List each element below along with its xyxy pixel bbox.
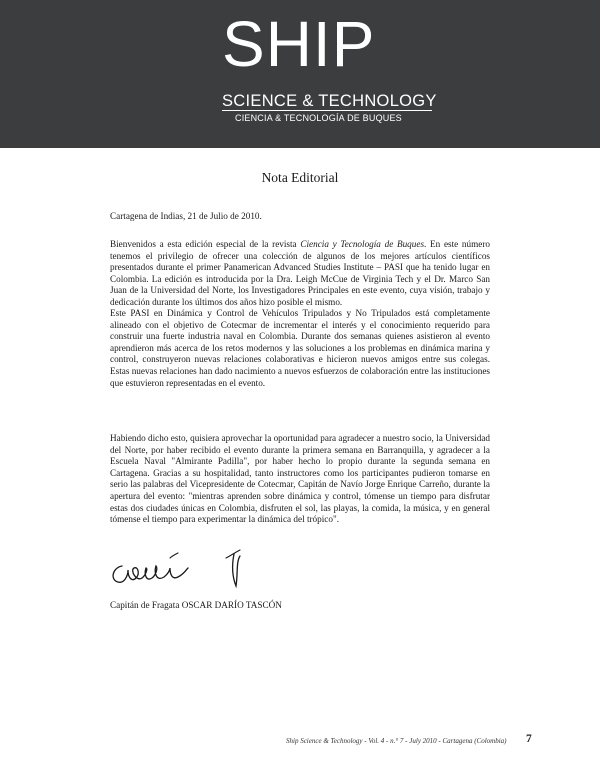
paragraph-thanks: Habiendo dicho esto, quisiera aprovechar la oportunidad para agradecer a nuestro socio, la Universidad del Norte, por haber recibido el evento durante la primera semana en Barranquilla, y agradecer a la Escuela Naval "Almirante Padilla", por haber hecho lo propio durante la segunda semana en Cartagena. Gracias a su hospitalidad, tanto instructores como los participantes pudieron tomarse en serio las palabras del Vicepresidente de Cotecmar, Capitán de Navío Jorge Enrique Carreño, durante la apertura del evento: "mientras aprenden sobre dinámica y control, tómense un tiempo para disfrutar estas dos ciudades únicas en Colombia, disfruten el sol, las playas, la comida, la música, y en general tómense el tiempo para experimentar la dinámica del trópico". xyxy=(110,433,490,525)
handwritten-signature xyxy=(108,544,258,592)
page-number: 7 xyxy=(526,733,532,745)
paragraph-pasi: Este PASI en Dinámica y Control de Vehículos Tripulados y No Tripulados está completamente alineado con el objetivo de Cotecmar de incrementar el interés y el conocimiento requerido para construir una fuerte industria naval en Colombia. Durante dos semanas quienes asistieron al evento aprendieron más acerca de los retos modernos y las soluciones a los problemas en dinámica marina y control, construyeron nuevas relaciones colaborativas e hicieron nuevos amigos entre sus colegas. Estas nuevas relaciones han dado nacimiento a nuevos esfuerzos de colaboración entre las instituciones que estuvieron representadas en el evento. xyxy=(110,308,490,388)
signatory-name: Capitán de Fragata OSCAR DARÍO TASCÓN xyxy=(110,600,282,610)
paragraph-welcome-body: . En este número tenemos el privilegio de ofrecer una colección de algunos de los mejores artículos científicos presentados durante el primer Panamerican Advanced Studies Institute – PASI que ha tenido lugar en Colombia. La edición es introducida por la Dra. Leigh McCue de Virginia Tech y el Dr. Marco San Juan de la Universidad del Norte, los Investigadores Principales en este evento, cuya visión, trabajo y dedicación durante los últimos dos años hizo posible el mismo. xyxy=(110,239,490,307)
journal-subtitle: SCIENCE & TECHNOLOGY xyxy=(222,92,437,110)
paragraph-welcome xyxy=(110,239,490,309)
subtitle-divider xyxy=(222,110,432,111)
date-line: Cartagena de Indias, 21 de Julio de 2010. xyxy=(110,211,262,221)
journal-subtitle-spanish: CIENCIA & TECNOLOGÍA DE BUQUES xyxy=(235,113,402,123)
journal-name: Ciencia y Tecnología de Buques xyxy=(300,239,425,249)
journal-logo-title: SHIP xyxy=(222,8,376,80)
journal-masthead xyxy=(0,0,600,148)
footer-citation: Ship Science & Technology - Vol. 4 - n.° 7 - July 2010 - Cartagena (Colombia) xyxy=(286,737,507,745)
editorial-title: Nota Editorial xyxy=(261,170,339,185)
paragraph-welcome-intro: Bienvenidos a esta edición especial de la revista xyxy=(110,239,301,249)
